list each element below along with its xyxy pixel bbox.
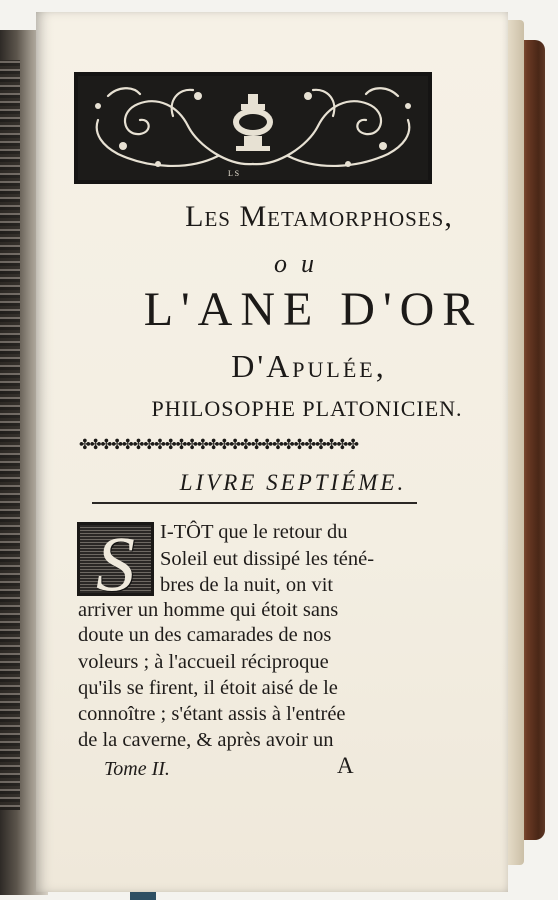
title-line-ou: ou xyxy=(274,249,328,278)
title-line-apulee: D'Apulée, xyxy=(231,348,387,384)
woodcut-headpiece xyxy=(74,72,432,184)
drop-cap-letter: S xyxy=(96,520,135,607)
drop-cap xyxy=(77,520,154,607)
text-line: voleurs ; à l'accueil réciproque xyxy=(78,651,329,673)
text-line: connoître ; s'étant assis à l'entrée xyxy=(78,703,346,725)
heading-underline xyxy=(92,502,417,504)
svg-text:L S: L S xyxy=(228,169,240,178)
text-line: arriver un homme qui étoit sans xyxy=(78,599,339,621)
text-line: Soleil eut dissipé les téné- xyxy=(160,548,375,570)
text-line: de la caverne, & après avoir un xyxy=(78,729,334,751)
title-line-philosophe: PHILOSOPHE PLATONICIEN. xyxy=(151,396,463,421)
text-line: doute un des camarades de nos xyxy=(78,624,332,646)
book-heading: LIVRE SEPTIÉME. xyxy=(179,470,407,495)
title-line-ane-dor: L'ANE D'OR xyxy=(143,283,483,336)
ornamental-rule: ✤✤✤✤✤✤✤✤✤✤✤✤✤✤✤✤✤✤✤✤✤✤✤✤✤✤ xyxy=(79,438,358,453)
title-line-metamorphoses: Les Metamorphoses, xyxy=(185,200,453,233)
text-line: I-TÔT que le retour du xyxy=(160,521,348,543)
text-line: bres de la nuit, on vit xyxy=(160,574,334,596)
volume-label: Tome II. xyxy=(104,758,170,780)
floral-vase-ornament xyxy=(78,76,428,180)
frontispiece-engraving-edge xyxy=(0,60,20,810)
signature-mark: A xyxy=(337,753,354,778)
text-line: qu'ils se firent, il étoit aisé de le xyxy=(78,677,338,699)
